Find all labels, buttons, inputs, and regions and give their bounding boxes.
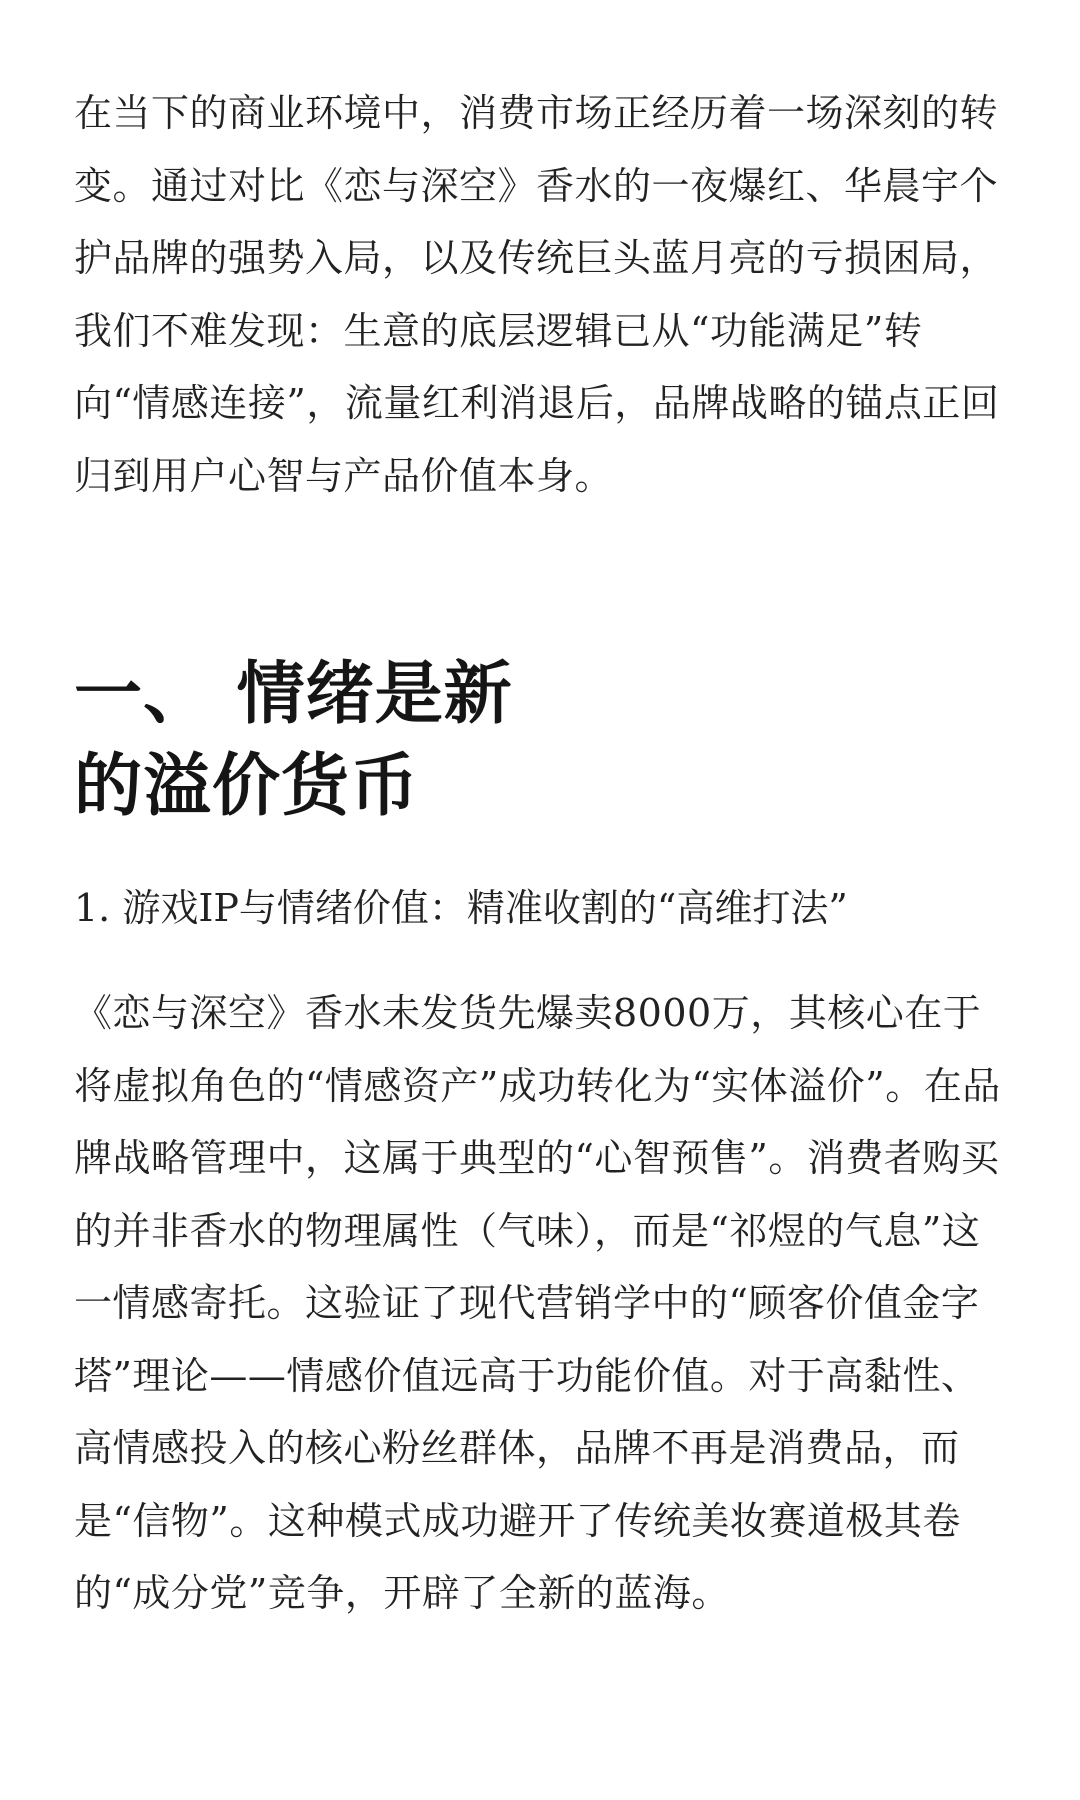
section-title: 一、 情绪是新的溢价货币: [74, 654, 513, 826]
subsection-heading: 1. 游戏IP与情绪价值：精准收割的“高维打法”: [74, 886, 848, 930]
subsection-paragraph: 《恋与深空》香水未发货先爆卖8000万，其核心在于将虚拟角色的“情感资产”成功转化为“实体溢价”。在品牌战略管理中，这属于典型的“心智预售”。消费者购买的并非香水的物理属性（气味），而是“祁煜的气息”这一情感寄托。这验证了现代营销学中的“顾客价值金字塔”理论——情感价值远高于功能价值。对于高黏性、高情感投入的核心粉丝群体，品牌不再是消费品，而是“信物”。这种模式成功避开了传统美妆赛道极其卷的“成分党”竞争，开辟了全新的蓝海。: [74, 991, 1001, 1615]
intro-paragraph: 在当下的商业环境中，消费市场正经历着一场深刻的转变。通过对比《恋与深空》香水的一夜爆红、华晨宇个护品牌的强势入局，以及传统巨头蓝月亮的亏损困局，我们不难发现：生意的底层逻辑已从“功能满足”转向“情感连接”，流量红利消退后，品牌战略的锚点正回归到用户心智与产品价值本身。: [74, 91, 1000, 498]
